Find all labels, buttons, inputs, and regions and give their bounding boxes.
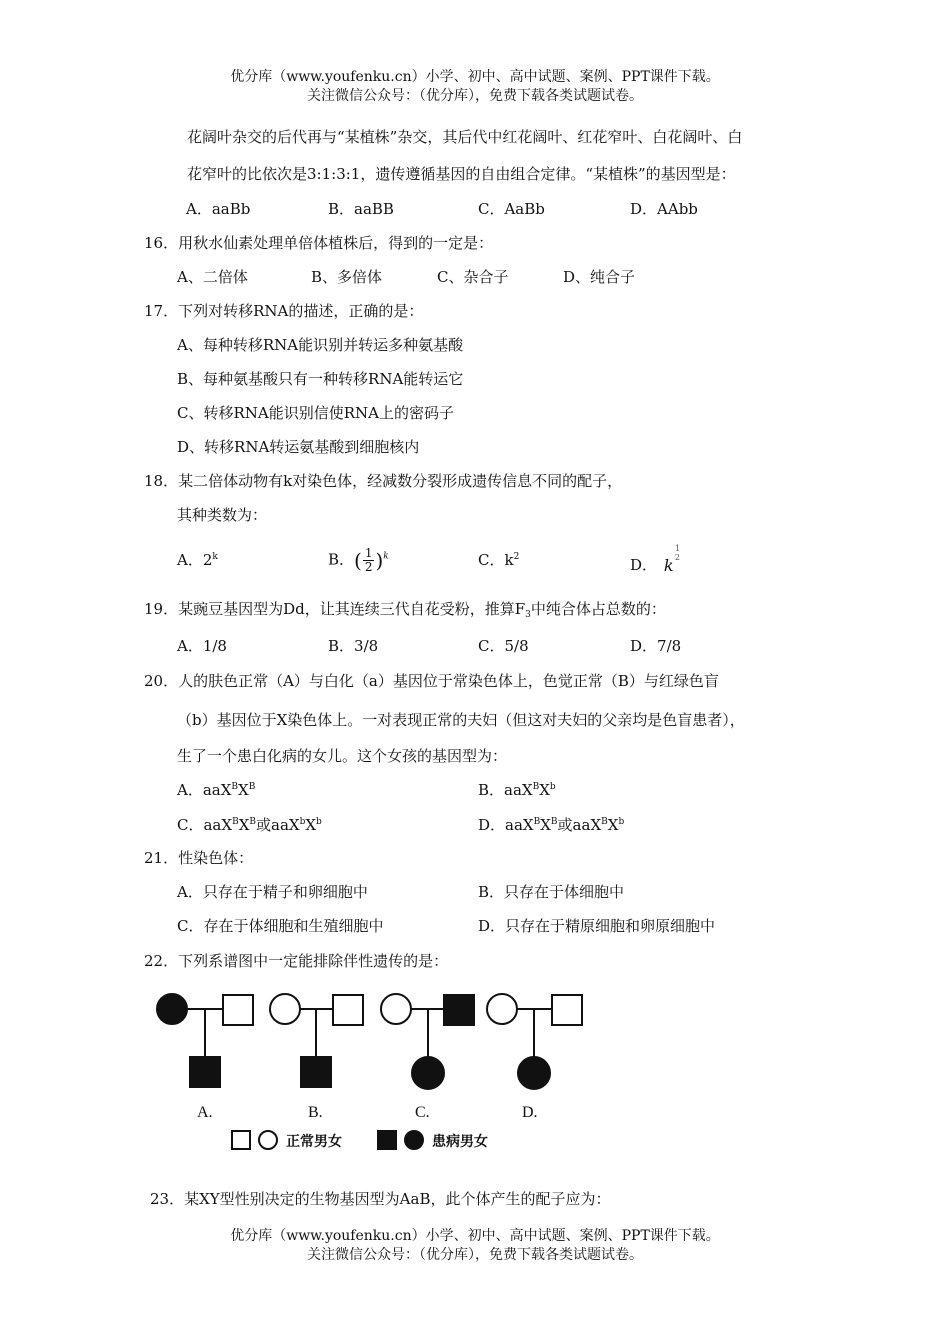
x-chromosome: X <box>238 781 249 799</box>
x-chromosome: X <box>521 781 533 799</box>
pedigree-figure <box>150 985 620 1165</box>
q18-option-a-label: A． <box>177 551 203 569</box>
q20-option-a <box>177 780 255 800</box>
q18-stem-line2: 其种类数为： <box>177 506 268 524</box>
normal-male-parent <box>223 995 253 1025</box>
page-footer-line2: 关注微信公众号：（优分库），免费下载各类试题试卷。 <box>307 1247 643 1263</box>
x-chromosome: X <box>607 816 619 834</box>
or-text: 或aa <box>256 816 289 834</box>
q15-option-c: C．AaBb <box>478 200 545 218</box>
q21-option-d: D．只存在于精原细胞和卵原细胞中 <box>478 917 716 935</box>
q21-stem: 21．性染色体： <box>144 849 254 867</box>
q21-option-a: A．只存在于精子和卵细胞中 <box>177 883 368 901</box>
normal-female-parent <box>487 994 517 1024</box>
q15-stem-line1: 花阔叶杂交的后代再与“某植株”杂交，其后代中红花阔叶、红花窄叶、白花阔叶、白 <box>187 128 743 146</box>
q23-stem: 23．某XY型性别决定的生物基因型为AaB，此个体产生的配子应为： <box>150 1190 611 1208</box>
allele-b: b <box>316 817 322 827</box>
q20-stem-line1: 20．人的肤色正常（A）与白化（a）基因位于常染色体上，色觉正常（B）与红绿色盲 <box>144 672 719 690</box>
pedigree-c <box>381 994 474 1089</box>
allele-B: B <box>249 817 256 827</box>
q20-option-b-label: B．aa <box>478 781 522 799</box>
q18-option-c <box>478 550 519 570</box>
q18-option-b-exp: k <box>383 551 389 562</box>
allele-B: B <box>248 782 256 792</box>
q18-option-d-exp-numerator: 1 <box>674 544 680 553</box>
q20-option-b <box>478 780 556 800</box>
legend-female-normal-icon <box>259 1131 277 1149</box>
q19-option-b: B．3/8 <box>328 637 379 655</box>
page-header-line1: 优分库（www.youfenku.cn）小学、初中、高中试题、案例、PPT课件下载。 <box>230 69 720 85</box>
legend-normal-label: 正常男女 <box>286 1134 342 1150</box>
pedigree-label-c: C. <box>415 1104 430 1121</box>
allele-B: B <box>601 817 608 827</box>
page-header-line2: 关注微信公众号：（优分库），免费下载各类试题试卷。 <box>307 88 643 104</box>
q20-stem-line2: （b）基因位于X染色体上。一对表现正常的夫妇（但这对夫妇的父亲均是色盲患者）， <box>177 711 745 729</box>
q17-option-d: D、转移RNA转运氨基酸到细胞核内 <box>177 438 420 456</box>
affected-male-parent <box>444 995 474 1025</box>
q16-stem: 16．用秋水仙素处理单倍体植株后，得到的一定是： <box>144 234 494 252</box>
x-chromosome: X <box>522 816 534 834</box>
x-chromosome: X <box>288 816 300 834</box>
q18-option-b: B．( $\frac{1}{2}$ )$^k$ <box>328 546 389 574</box>
q18-option-b-label: B． <box>328 550 355 569</box>
q22-stem: 22．下列系谱图中一定能排除伴性遗传的是： <box>144 952 449 970</box>
allele-B: B <box>550 817 558 827</box>
x-chromosome: X <box>220 781 232 799</box>
q18-option-c-exp: 2 <box>513 552 520 562</box>
allele-B: B <box>533 817 541 827</box>
q19-stem-post: 中纯合体占总数的： <box>530 600 666 618</box>
pedigree-b <box>270 994 363 1087</box>
q18-option-d-exp-denominator: 2 <box>674 553 680 562</box>
pedigree-label-d: D. <box>522 1104 538 1121</box>
q20-stem-line3: 生了一个患白化病的女儿。这个女孩的基因型为： <box>177 747 508 765</box>
q18-option-a-exp: k <box>212 552 218 562</box>
q18-option-a <box>177 550 218 570</box>
affected-female-parent <box>157 994 187 1024</box>
legend-female-affected-icon <box>405 1131 423 1149</box>
q17-option-b: B、每种氨基酸只有一种转移RNA能转运它 <box>177 370 464 388</box>
q17-stem: 17．下列对转移RNA的描述，正确的是： <box>144 302 424 320</box>
affected-male-child <box>301 1057 331 1087</box>
affected-female-child <box>518 1057 550 1089</box>
q19-stem-pre: 19．某豌豆基因型为Dd，让其连续三代自花受粉，推算F <box>144 600 526 618</box>
q18-option-c-base: k <box>504 551 514 569</box>
q19-stem-sub: 3 <box>525 610 531 620</box>
q20-option-a-label: A．aa <box>177 781 221 799</box>
allele-b: b <box>299 817 306 827</box>
q16-option-d: D、纯合子 <box>563 268 636 286</box>
legend-male-normal-icon <box>232 1131 250 1149</box>
q18-option-c-label: C． <box>478 551 505 569</box>
legend-male-affected-icon <box>378 1131 396 1149</box>
q16-option-c: C、杂合子 <box>437 268 509 286</box>
q17-option-a: A、每种转移RNA能识别并转运多种氨基酸 <box>177 336 464 354</box>
pedigree-a <box>157 994 253 1087</box>
x-chromosome: X <box>238 816 250 834</box>
q19-option-d: D．7/8 <box>630 637 682 655</box>
q18-option-b-fraction <box>363 547 375 574</box>
x-chromosome: X <box>221 816 233 834</box>
page-footer-line1: 优分库（www.youfenku.cn）小学、初中、高中试题、案例、PPT课件下载。 <box>230 1228 720 1244</box>
x-chromosome: X <box>539 781 550 799</box>
q18-option-b-denominator: 2 <box>364 560 373 574</box>
q15-option-b: B．aaBB <box>328 200 394 218</box>
allele-B: B <box>232 817 239 827</box>
q20-option-c-label: C．aa <box>177 816 222 834</box>
normal-female-parent <box>270 994 300 1024</box>
or-text: 或aa <box>557 816 591 834</box>
allele-b: b <box>549 782 556 792</box>
q19-option-a: A．1/8 <box>177 637 227 655</box>
allele-B: B <box>231 782 239 792</box>
allele-b: b <box>618 817 625 827</box>
q21-option-b: B．只存在于体细胞中 <box>478 883 625 901</box>
pedigree-d <box>487 994 582 1089</box>
q20-option-d <box>478 815 624 835</box>
q19-option-c: C．5/8 <box>478 637 529 655</box>
q17-option-c: C、转移RNA能识别信使RNA上的密码子 <box>177 404 454 422</box>
q16-option-b: B、多倍体 <box>311 268 383 286</box>
pedigree-label-b: B. <box>308 1104 323 1121</box>
affected-male-child <box>190 1057 220 1087</box>
q21-option-c: C．存在于体细胞和生殖细胞中 <box>177 917 384 935</box>
x-chromosome: X <box>305 816 317 834</box>
x-chromosome: X <box>540 816 551 834</box>
q18-option-d-exp <box>675 544 680 562</box>
pedigree-label-a: A. <box>197 1104 213 1121</box>
q18-option-d <box>630 544 686 575</box>
q20-option-d-label: D．aa <box>478 816 523 834</box>
q16-option-a: A、二倍体 <box>177 268 248 286</box>
q18-option-d-base: k <box>663 556 674 575</box>
q18-option-a-base: 2 <box>202 551 213 569</box>
q20-option-c <box>177 815 322 835</box>
normal-male-parent <box>333 995 363 1025</box>
normal-female-parent <box>381 994 411 1024</box>
affected-female-child <box>412 1057 444 1089</box>
q18-option-b-numerator: 1 <box>364 546 373 560</box>
q18-stem-line1: 18．某二倍体动物有k对染色体，经减数分裂形成遗传信息不同的配子， <box>144 472 623 490</box>
q15-option-a: A．aaBb <box>186 200 251 218</box>
normal-male-parent <box>552 995 582 1025</box>
allele-B: B <box>532 782 540 792</box>
x-chromosome: X <box>590 816 602 834</box>
q19-stem <box>144 599 666 619</box>
legend-affected-label: 患病男女 <box>432 1134 488 1150</box>
q15-stem-line2: 花窄叶的比依次是3:1:3:1，遗传遵循基因的自由组合定律。“某植株”的基因型是： <box>187 165 736 183</box>
q15-option-d: D．AAbb <box>630 200 698 218</box>
q18-option-d-label: D． <box>630 556 658 574</box>
